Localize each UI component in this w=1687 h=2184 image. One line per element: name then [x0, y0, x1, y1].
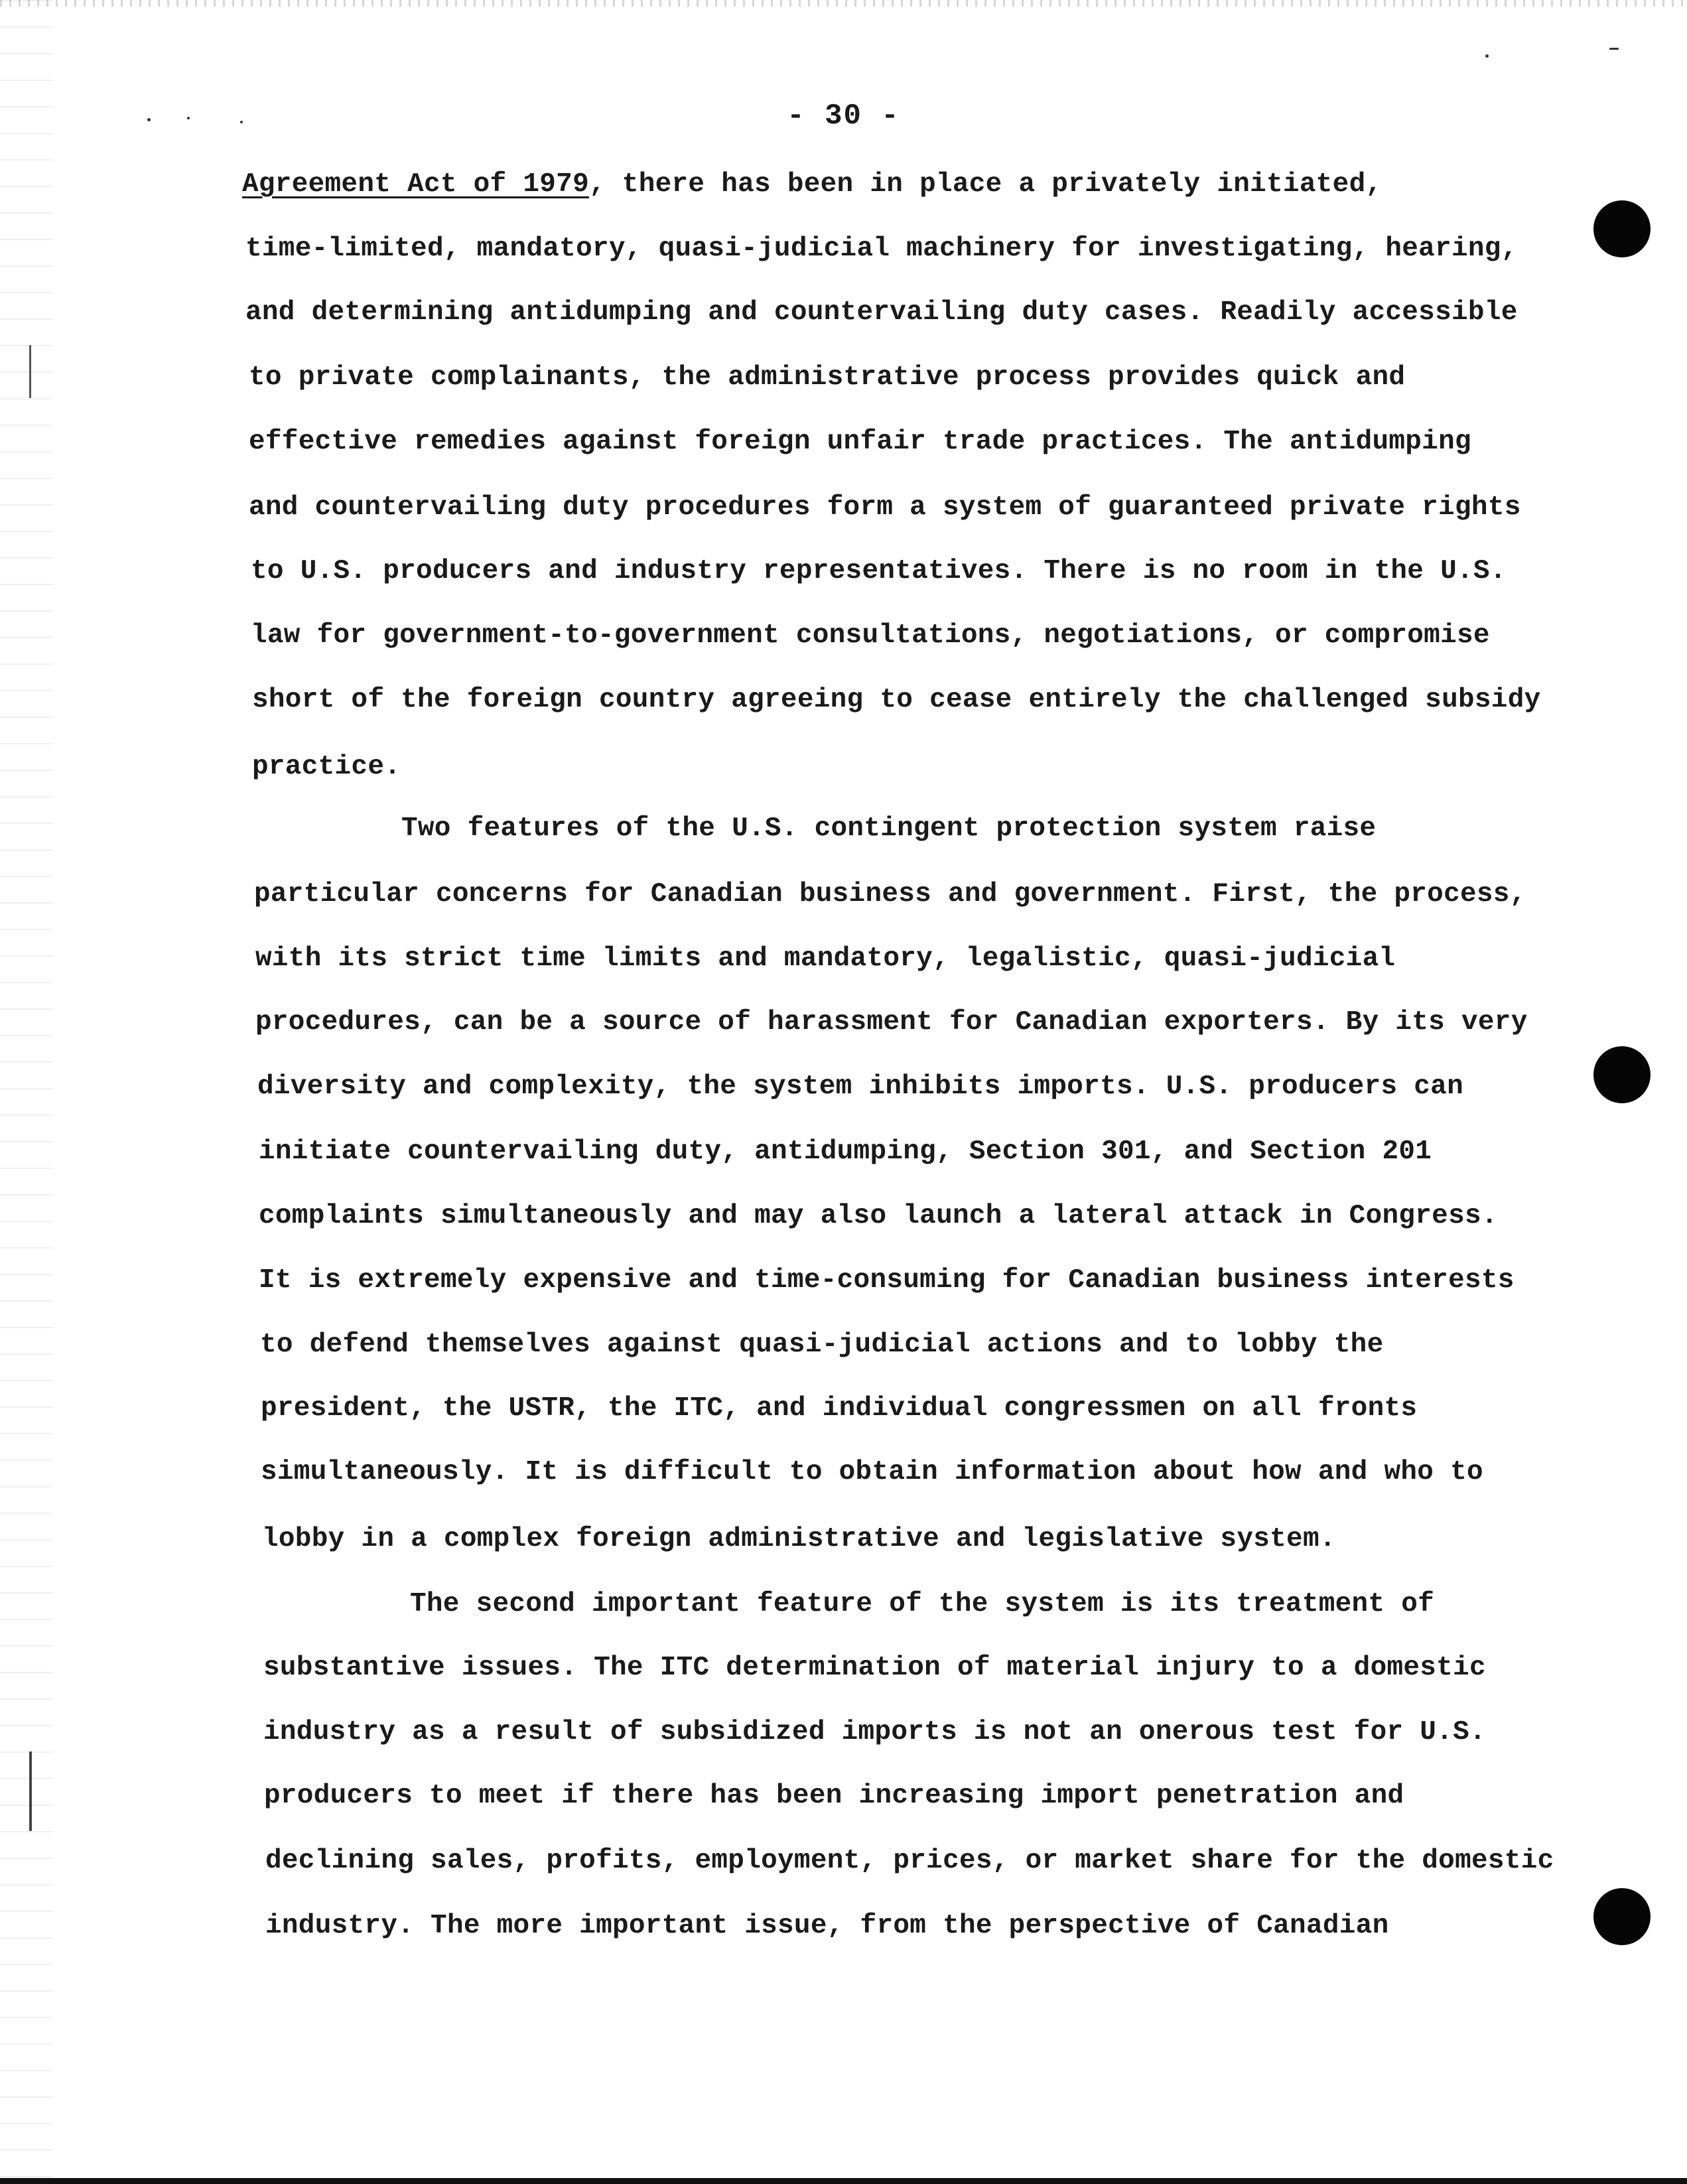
scan-mark [29, 345, 31, 398]
scan-speck [1609, 48, 1619, 50]
paragraph-1-line-8: law for government-to-government consultations, negotiations, or compromise [251, 620, 1490, 651]
scan-speck [240, 121, 243, 123]
scan-mark [29, 1751, 32, 1831]
paragraph-2-line-1: Two features of the U.S. contingent protection system raise [401, 813, 1377, 844]
scan-speck [147, 118, 151, 121]
paragraph-2-line-2: particular concerns for Canadian business and government. First, the process, [254, 879, 1526, 910]
scan-edge-left [0, 0, 53, 2184]
scan-edge-top [0, 0, 1687, 7]
paragraph-2-line-12: lobby in a complex foreign administrative and legislative system. [262, 1524, 1336, 1554]
paragraph-2-line-6: initiate countervailing duty, antidumping, Section 301, and Section 201 [259, 1136, 1432, 1167]
paragraph-3-line-3: industry as a result of subsidized imports is not an onerous test for U.S. [263, 1717, 1486, 1747]
paragraph-3-line-6: industry. The more important issue, from the perspective of Canadian [265, 1911, 1389, 1941]
paragraph-1-line-4: to private complainants, the administrative process provides quick and [249, 362, 1406, 393]
paragraph-1-line-1-rest: , there has been in place a privately initiated, [588, 169, 1383, 200]
scan-bottom-edge [0, 2178, 1687, 2184]
paragraph-1-line-9: short of the foreign country agreeing to cease entirely the challenged subsidy [252, 685, 1541, 715]
scan-speck [187, 117, 190, 119]
paragraph-3-line-4: producers to meet if there has been increasing import penetration and [264, 1781, 1404, 1811]
paragraph-2-line-9: to defend themselves against quasi-judicial actions and to lobby the [260, 1330, 1384, 1360]
paragraph-1-line-1 [242, 169, 1382, 200]
paragraph-1-line-10: practice. [252, 752, 401, 782]
paragraph-2-line-10: president, the USTR, the ITC, and individual congressmen on all fronts [261, 1393, 1418, 1424]
paragraph-2-line-8: It is extremely expensive and time-consuming for Canadian business interests [259, 1265, 1515, 1296]
page-number: - 30 - [787, 100, 900, 133]
paragraph-3-line-1: The second important feature of the system is its treatment of [410, 1589, 1435, 1619]
paragraph-2-line-4: procedures, can be a source of harassment for Canadian exporters. By its very [255, 1007, 1528, 1038]
paragraph-2-line-11: simultaneously. It is difficult to obtain information about how and who to [261, 1457, 1483, 1487]
paragraph-1-line-7: to U.S. producers and industry representatives. There is no room in the U.S. [251, 556, 1507, 586]
paragraph-2-line-5: diversity and complexity, the system inhibits imports. U.S. producers can [257, 1071, 1463, 1102]
punch-hole-middle [1593, 1046, 1651, 1103]
paragraph-2-line-7: complaints simultaneously and may also launch a lateral attack in Congress. [259, 1201, 1498, 1231]
act-title-underlined: Agreement Act of 1979 [242, 169, 589, 200]
paragraph-1-line-2: time-limited, mandatory, quasi-judicial machinery for investigating, hearing, [245, 234, 1518, 264]
punch-hole-bottom [1593, 1888, 1651, 1945]
paragraph-1-line-3: and determining antidumping and countervailing duty cases. Readily accessible [245, 297, 1518, 328]
paragraph-2-line-3: with its strict time limits and mandatory, legalistic, quasi-judicial [255, 943, 1396, 974]
paragraph-3-line-2: substantive issues. The ITC determination of material injury to a domestic [263, 1653, 1486, 1683]
punch-hole-top [1593, 200, 1651, 257]
paragraph-3-line-5: declining sales, profits, employment, prices, or market share for the domestic [265, 1846, 1554, 1876]
paragraph-1-line-6: and countervailing duty procedures form a system of guaranteed private rights [249, 492, 1521, 523]
paragraph-1-line-5: effective remedies against foreign unfair trade practices. The antidumping [249, 427, 1471, 457]
scan-speck [1485, 54, 1489, 58]
